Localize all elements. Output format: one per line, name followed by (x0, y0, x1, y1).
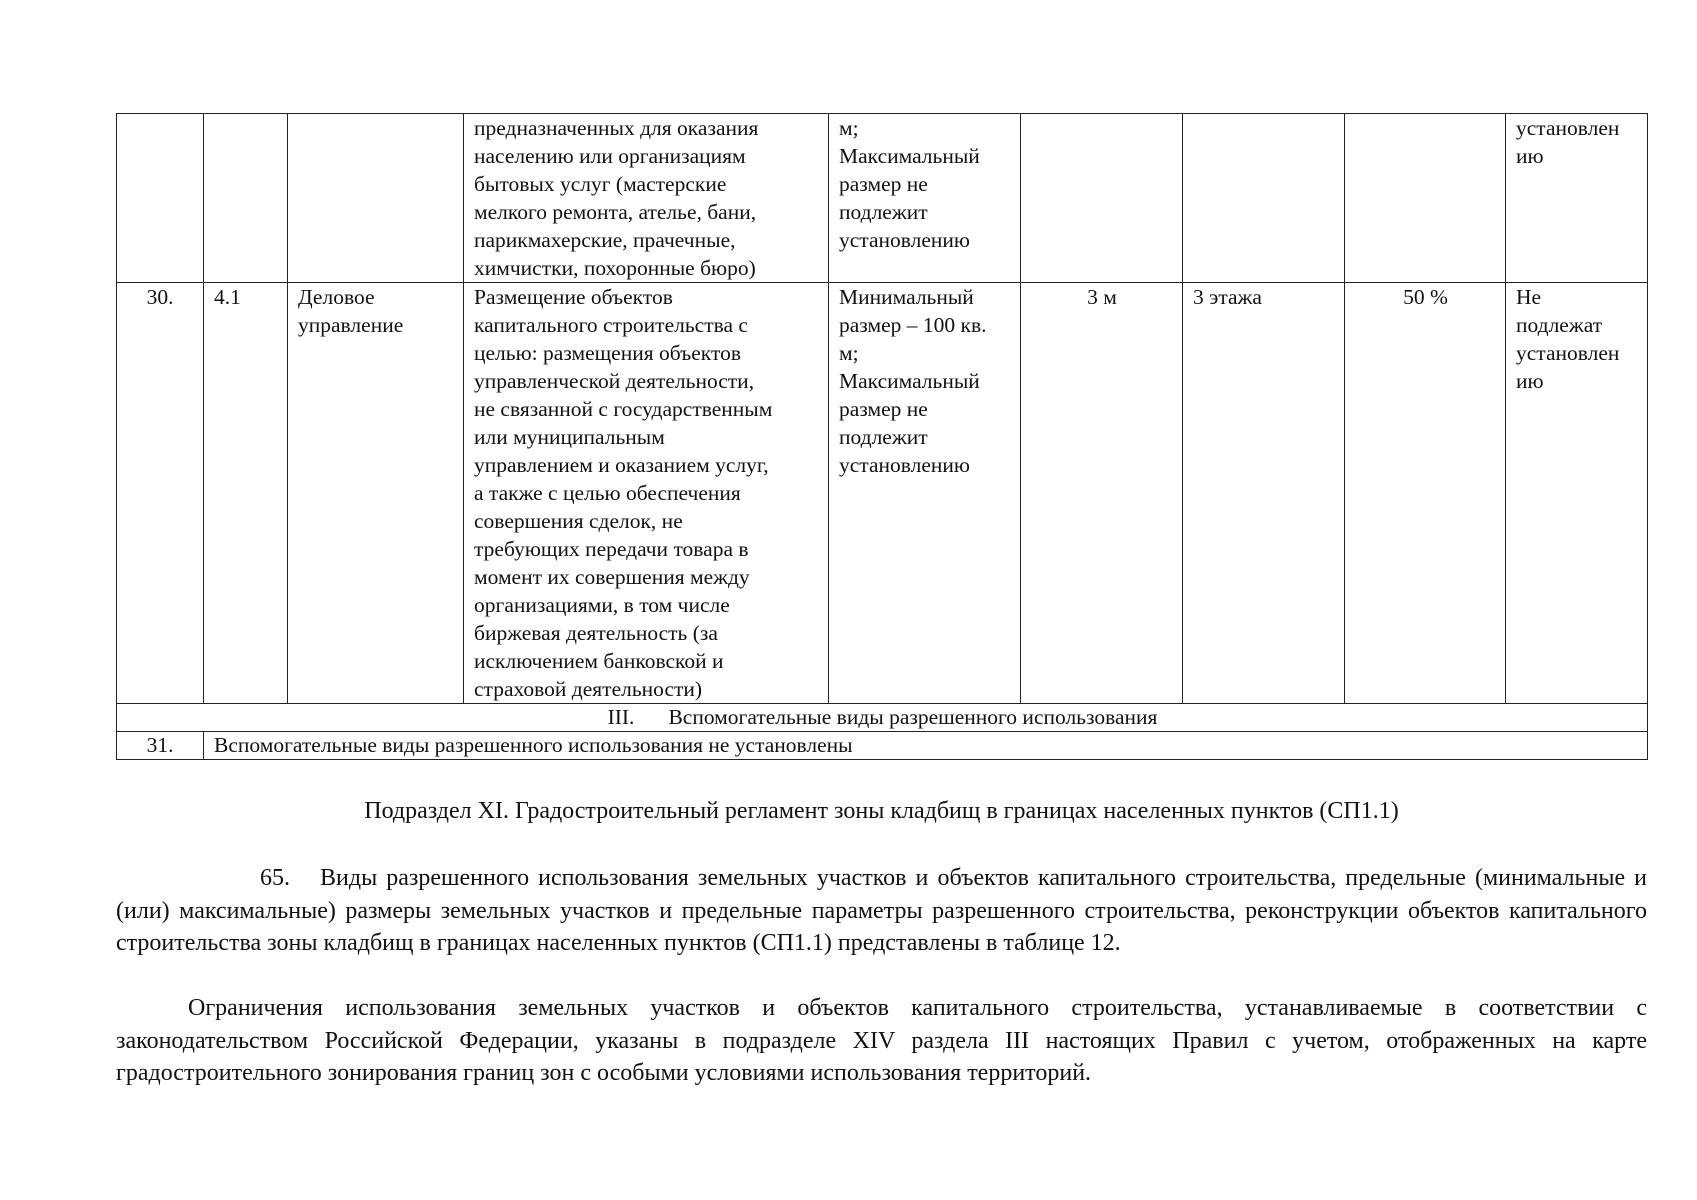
table-row-30 (117, 283, 1648, 704)
cell-setback: 3 м (1021, 283, 1183, 704)
section-heading-cell (117, 704, 1648, 732)
paragraph-65 (116, 862, 1647, 960)
cell-restrictions: Не подлежат установлен ию (1506, 283, 1648, 704)
section-number: III. (607, 705, 635, 729)
cell-text: Вспомогательные виды разрешенного использования не установлены (204, 732, 1648, 760)
document-page (116, 113, 1647, 760)
cell-coverage: 50 % (1345, 283, 1506, 704)
cell-num (117, 114, 204, 283)
cell-floors: 3 этажа (1183, 283, 1345, 704)
paragraph-number: 65. (260, 865, 290, 891)
cell-code (204, 114, 288, 283)
cell-code: 4.1 (204, 283, 288, 704)
cell-setback (1021, 114, 1183, 283)
paragraph-text: Виды разрешенного использования земельных участков и объектов капитального строительства, предельные (минимальные и (или) максимальные) размеры земельных участков и предельные параметры разрешенного строительства, реконструкции объектов капитального строительства зоны кладбищ в границах населенных пунктов (СП1.1) представлены в таблице 12. (116, 865, 1647, 956)
cell-plot-size: Минимальный размер – 100 кв. м; Максимальный размер не подлежит установлению (829, 283, 1021, 704)
cell-num: 31. (117, 732, 204, 760)
cell-restrictions: установлен ию (1506, 114, 1648, 283)
table-section-row (117, 704, 1648, 732)
zoning-regulations-table (116, 113, 1648, 760)
cell-name (288, 114, 464, 283)
cell-floors (1183, 114, 1345, 283)
paragraph-restrictions: Ограничения использования земельных участков и объектов капитального строительства, устанавливаемые в соответствии с законодательством Российской Федерации, указаны в подразделе XIV раздела III настоящих Правил с учетом, отображенных на карте градостроительного зонирования границ зон с особыми условиями использования территорий. (116, 995, 1647, 1086)
cell-num: 30. (117, 283, 204, 704)
subsection-title: Подраздел XI. Градостроительный регламент зоны кладбищ в границах населенных пунктов (СП1.1) (364, 798, 1399, 824)
cell-description: Размещение объектов капитального строительства с целью: размещения объектов управленческой деятельности, не связанной с государственным или муниципальным управлением и оказанием услуг, а также с целью обеспечения совершения сделок, не требующих передачи товара в момент их совершения между организациями, в том числе биржевая деятельность (за исключением банковской и страховой деятельности) (464, 283, 829, 704)
cell-coverage (1345, 114, 1506, 283)
section-title: Вспомогательные виды разрешенного использования (668, 705, 1158, 729)
cell-description: предназначенных для оказания населению или организациям бытовых услуг (мастерские мелкого ремонта, ателье, бани, парикмахерские, прачечные, химчистки, похоронные бюро) (464, 114, 829, 283)
table-row-31 (117, 732, 1648, 760)
table-row-continued (117, 114, 1648, 283)
cell-plot-size: м; Максимальный размер не подлежит установлению (829, 114, 1021, 283)
cell-name: Деловое управление (288, 283, 464, 704)
